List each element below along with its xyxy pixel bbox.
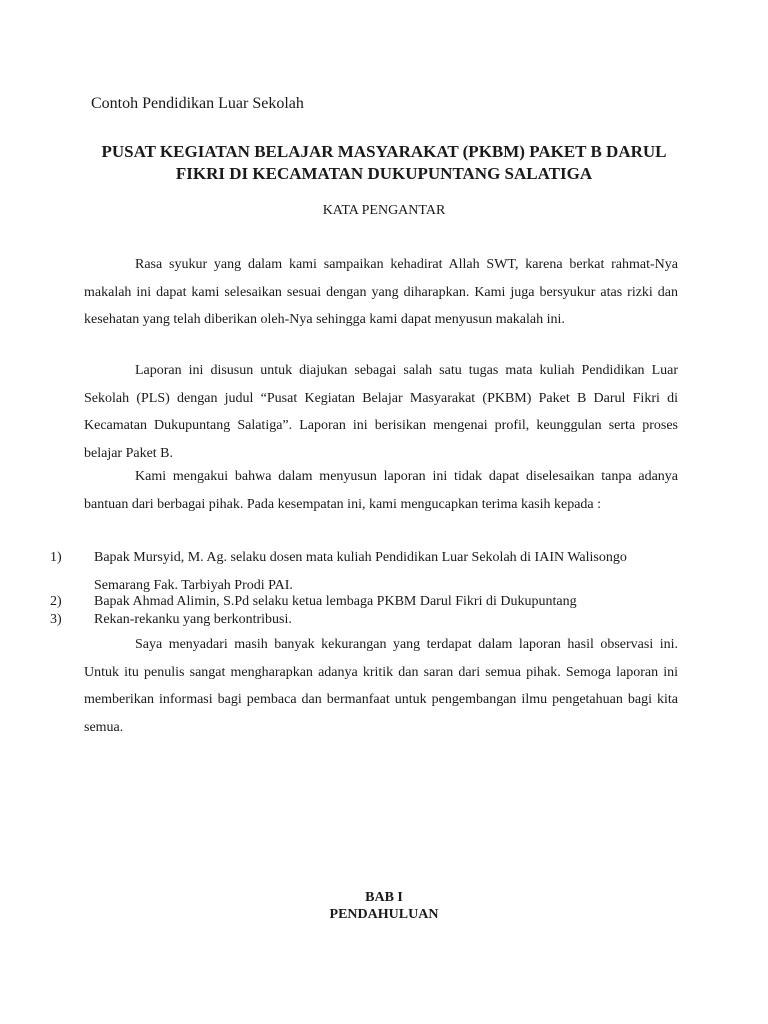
list-item-text: Bapak Ahmad Alimin, S.Pd selaku ketua lembaga PKBM Darul Fikri di Dukupuntang — [94, 594, 577, 609]
document-title: PUSAT KEGIATAN BELAJAR MASYARAKAT (PKBM) PAKET B DARUL FIKRI DI KECAMATAN DUKUPUNTANG SALATIGA — [101, 142, 667, 183]
paragraph-closing: Saya menyadari masih banyak kekurangan yang terdapat dalam laporan hasil observasi ini. Untuk itu penulis sangat mengharapkan adanya kritik dan saran dari semua pihak. Semoga laporan ini memberikan informasi bagi pembaca dan bermanfaat untuk pengembangan ilmu pengetahuan bagi kita semua. — [84, 637, 678, 735]
section-heading: KATA PENGANTAR — [322, 203, 446, 218]
paragraph-acknowledgement: Kami mengakui bahwa dalam menyusun laporan ini tidak dapat diselesaikan tanpa adanya bantuan dari berbagai pihak. Pada kesempatan ini, kami mengucapkan terima kasih kepada : — [84, 469, 678, 512]
document-label: Contoh Pendidikan Luar Sekolah — [91, 95, 304, 112]
list-item-number: 2) — [50, 594, 62, 609]
paragraph-gratitude: Rasa syukur yang dalam kami sampaikan kehadirat Allah SWT, karena berkat rahmat-Nya makalah ini dapat kami selesaikan sesuai dengan yang diharapkan. Kami juga bersyukur atas rizki dan kesehatan yang telah diberikan oleh-Nya sehingga kami dapat menyusun makalah ini. — [84, 257, 678, 327]
list-item-text: Rekan-rekanku yang berkontribusi. — [94, 612, 292, 627]
chapter-title: PENDAHULUAN — [329, 907, 439, 922]
paragraph-report-purpose: Laporan ini disusun untuk diajukan sebagai salah satu tugas mata kuliah Pendidikan Luar Sekolah (PLS) dengan judul “Pusat Kegiatan Belajar Masyarakat (PKBM) Paket B Darul Fikri di Kecamatan Dukupuntang Salatiga”. Laporan ini berisikan mengenai profil, keunggulan serta proses belajar Paket B. — [84, 363, 678, 461]
list-item-number: 1) — [50, 550, 62, 565]
list-item-text: Bapak Mursyid, M. Ag. selaku dosen mata kuliah Pendidikan Luar Sekolah di IAIN Walisongo Semarang Fak. Tarbiyah Prodi PAI. — [94, 550, 627, 593]
list-item-number: 3) — [50, 612, 62, 627]
chapter-number: BAB I — [365, 890, 403, 905]
